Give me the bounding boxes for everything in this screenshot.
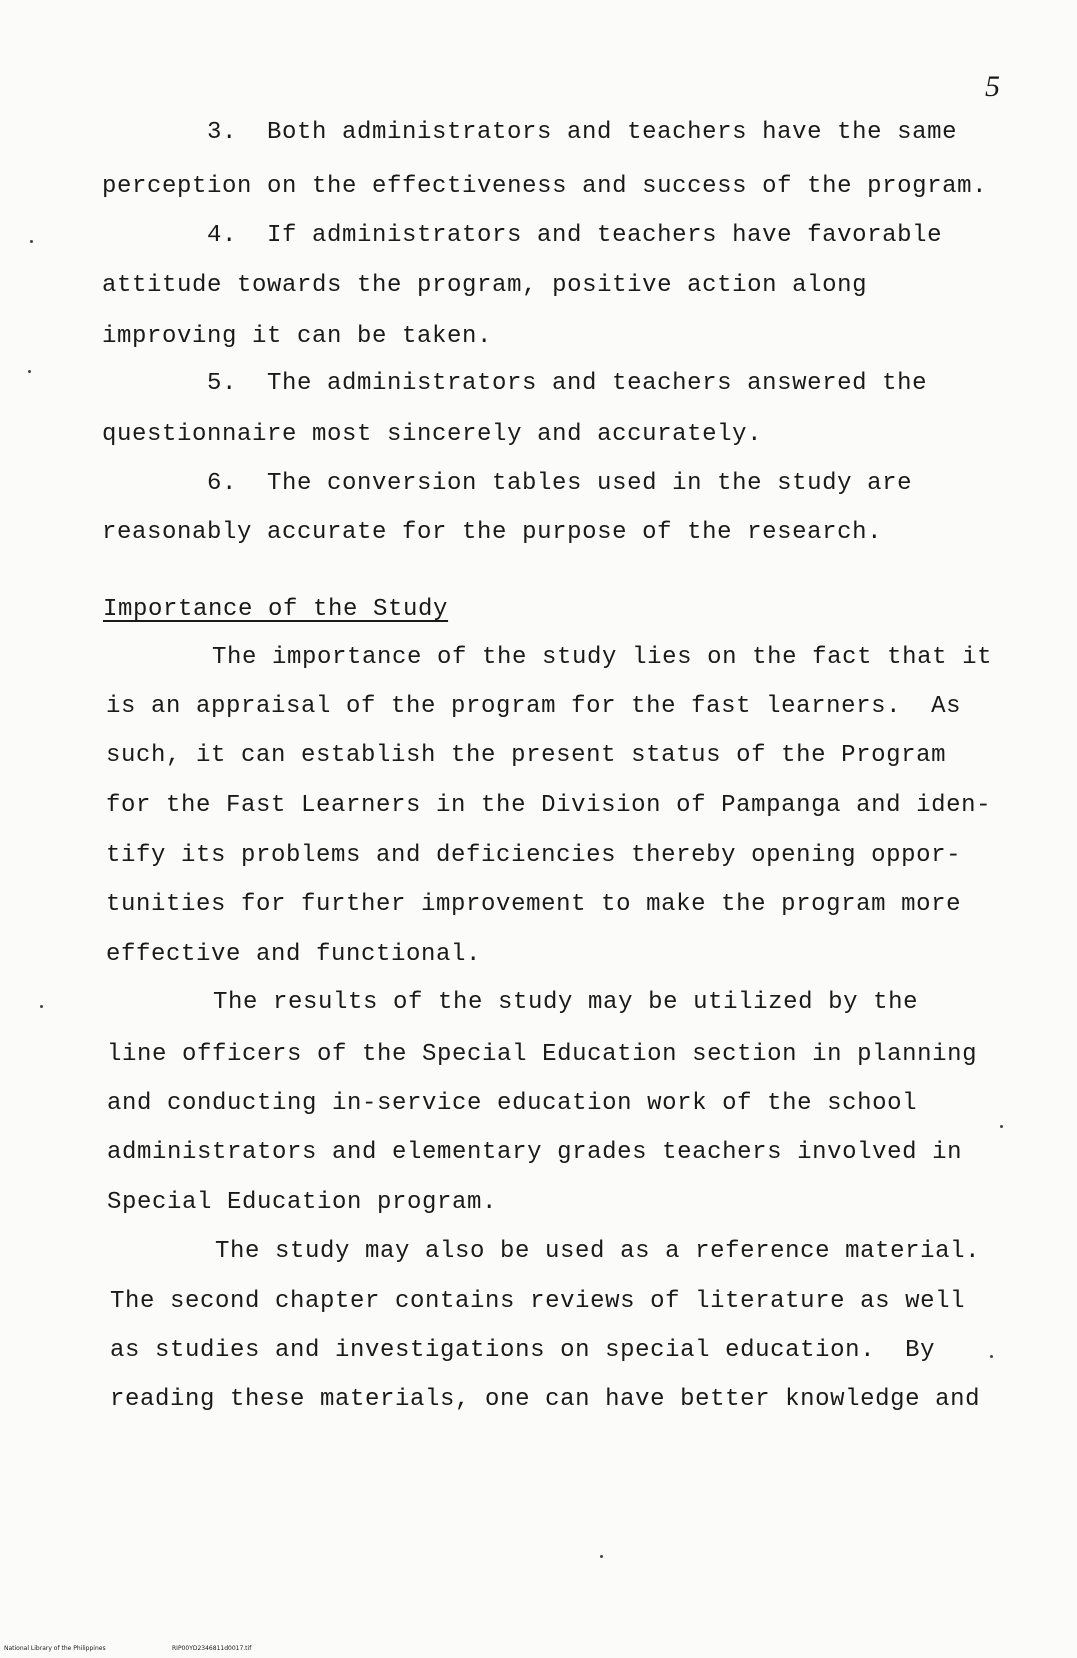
assumption-3-line-2: perception on the effectiveness and success of the program. (102, 173, 988, 200)
assumption-6-line-2: reasonably accurate for the purpose of the research. (102, 519, 883, 546)
paragraph-1-line-4: for the Fast Learners in the Division of Pampanga and iden- (106, 792, 992, 819)
scan-footer-library: National Library of the Philippines (4, 1645, 106, 1652)
assumption-4-line-3: improving it can be taken. (102, 323, 493, 350)
assumption-3-line-1: 3. Both administrators and teachers have the same (207, 119, 958, 146)
assumption-5-line-2: questionnaire most sincerely and accurately. (102, 421, 763, 448)
paragraph-1-line-6: tunities for further improvement to make the program more (106, 891, 962, 918)
scan-footer-filename: RIP00YD2346811d0017.tif (172, 1645, 252, 1652)
scan-speck (990, 1355, 993, 1358)
paragraph-3-line-3: as studies and investigations on special education. By (110, 1337, 936, 1364)
scan-speck (28, 370, 31, 373)
section-heading: Importance of the Study (103, 596, 449, 623)
assumption-5-line-1: 5. The administrators and teachers answered the (207, 370, 928, 397)
assumption-4-line-1: 4. If administrators and teachers have favorable (207, 222, 943, 249)
paragraph-1-line-3: such, it can establish the present status of the Program (106, 742, 947, 769)
paragraph-1-line-1: The importance of the study lies on the fact that it (212, 644, 993, 671)
paragraph-2-line-5: Special Education program. (107, 1189, 498, 1216)
scan-speck (30, 240, 33, 243)
paragraph-1-line-7: effective and functional. (106, 941, 482, 968)
scan-speck (40, 1005, 43, 1008)
paragraph-3-line-2: The second chapter contains reviews of literature as well (110, 1288, 966, 1315)
assumption-4-line-2: attitude towards the program, positive action along (102, 272, 868, 299)
paragraph-2-line-3: and conducting in-service education work of the school (107, 1090, 918, 1117)
assumption-6-line-1: 6. The conversion tables used in the study are (207, 470, 913, 497)
scan-speck (1000, 1125, 1003, 1128)
paragraph-3-line-4: reading these materials, one can have better knowledge and (110, 1386, 981, 1413)
paragraph-3-line-1: The study may also be used as a reference material. (215, 1238, 981, 1265)
paragraph-2-line-2: line officers of the Special Education section in planning (107, 1041, 978, 1068)
paragraph-1-line-2: is an appraisal of the program for the fast learners. As (106, 693, 962, 720)
paragraph-2-line-1: The results of the study may be utilized by the (213, 989, 919, 1016)
paragraph-1-line-5: tify its problems and deficiencies thereby opening oppor- (106, 842, 962, 869)
paragraph-2-line-4: administrators and elementary grades teachers involved in (107, 1139, 963, 1166)
scan-speck (600, 1555, 603, 1558)
page-number: 5 (985, 70, 1001, 103)
